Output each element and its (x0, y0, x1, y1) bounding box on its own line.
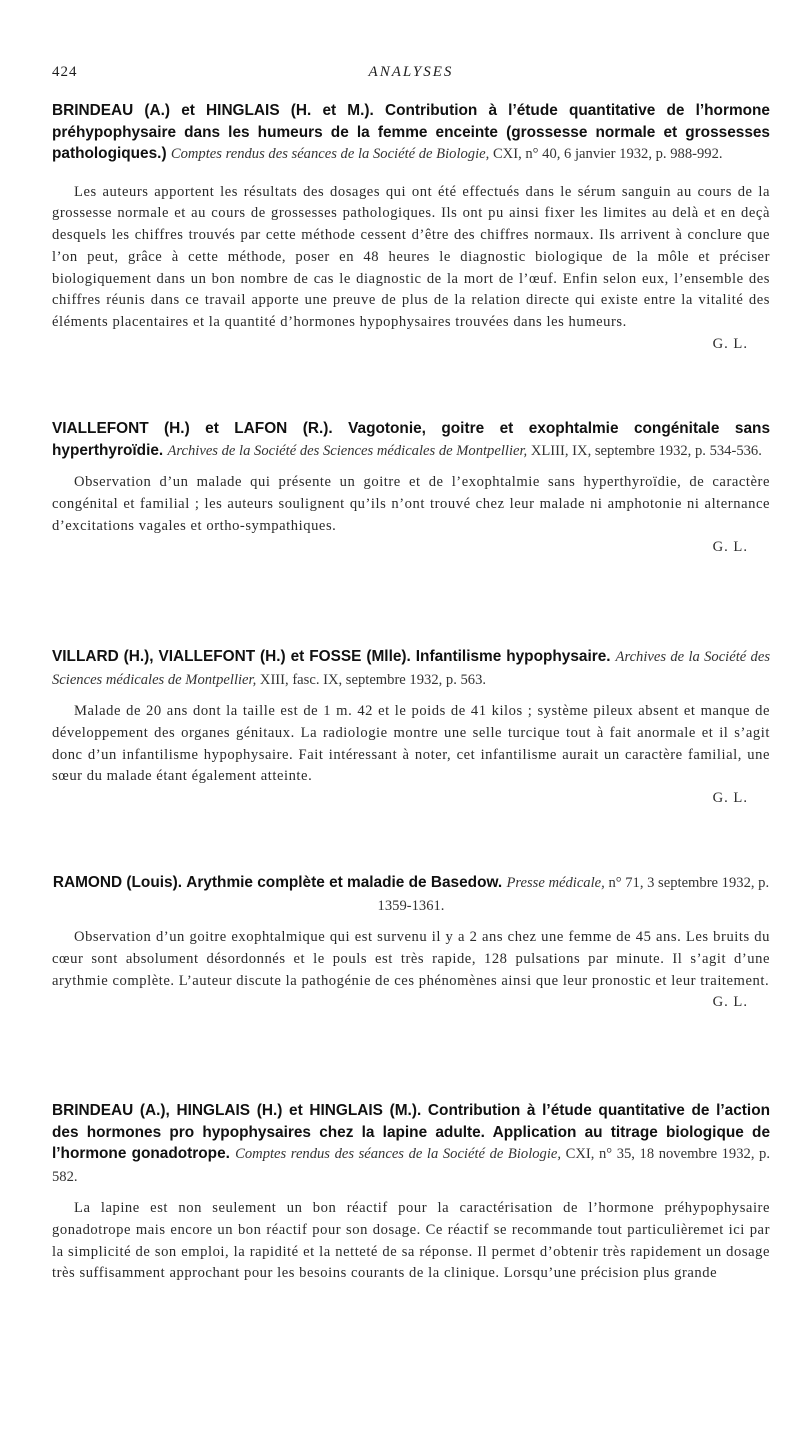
entry-citation (171, 146, 723, 162)
abstract-entry (52, 1100, 770, 1285)
abstract-entry (52, 418, 770, 559)
entry-authors: RAMOND (Louis). (52, 874, 182, 891)
abstract-entry (52, 872, 770, 1014)
abstract-entry (52, 100, 770, 356)
entry-heading (52, 1100, 770, 1188)
entry-authors: BRINDEAU (A.), HINGLAIS (H.) et HINGLAIS (M.). (52, 1102, 422, 1119)
entry-heading (52, 872, 770, 917)
entry-title: Infantilisme hypophysaire. (415, 648, 611, 665)
entry-citation (167, 443, 761, 459)
running-head (52, 64, 770, 84)
entry-heading (52, 646, 770, 691)
entry-heading (52, 418, 770, 462)
entry-reference: XLIII, IX, septembre 1932, p. 534-536. (530, 442, 762, 459)
entry-authors: VILLARD (H.), VIALLEFONT (H.) et FOSSE (Mlle). (52, 648, 411, 665)
entry-body: La lapine est non seulement un bon réactif pour la caractérisation de l’hormone préhypophysaire gonadotrope mais encore un bon réactif pour son dosage. Ce réactif se recommande tout particulièremet ici par la simplicité de son emploi, la rapidité et la netteté de sa réponse. Il permet d’obtenir très rapidement un dosage très suffisamment approchant pour les besoins courants de la clinique. Lorsqu’une précision plus grande (52, 1200, 770, 1282)
entry-journal: Archives de la Société des Sciences médicales de Montpellier, (167, 442, 528, 459)
entry-signature: G. L. (712, 539, 748, 556)
entry-reference: CXI, n° 35, 18 novembre 1932, p. 582. (52, 1146, 770, 1185)
section-title: ANALYSES (368, 64, 454, 80)
document-page (52, 0, 770, 1440)
print-mark (52, 166, 770, 178)
entry-body: Les auteurs apportent les résultats des dosages qui ont été effectués dans le sérum sanguin au cours de la grossesse normale et au cours de grossesses pathologiques. Ils ont pu ainsi fixer les limites au delà et en deçà desquels les chiffres trouvés par cette méthode cessent d’être des chiffres normaux. Ils arrivent à conclure que l’on peut, grâce à cette méthode, poser en 48 heures le diagnostic biologique de la môle et préciser biologiquement dans un bon nombre de cas le diagnostic de la mort de l’œuf. Enfin selon eux, l’ensemble des chiffres réunis dans ce travail apporte une preuve de plus de la relation directe qui existe entre la vitalité des éléments placentaires et la quantité d’hormones hypophysaires trouvées dans les humeurs. (52, 183, 770, 331)
entry-signature: G. L. (712, 790, 748, 807)
page-number: 424 (52, 64, 78, 80)
entry-reference: CXI, n° 40, 6 janvier 1932, p. 988-992. (492, 146, 723, 162)
entry-heading (52, 100, 770, 166)
abstract-entry (52, 646, 770, 810)
entry-body: Observation d’un goitre exophtalmique qui est survenu il y a 2 ans chez une femme de 45 ans. Les bruits du cœur sont absolument désordonnés et le pouls est très rapide, 128 pulsations par minute. Il s’agit d’une arythmie complète. L’auteur discute la pathogénie de ces phénomènes ainsi que leur pronostic et leur traitement. (52, 929, 770, 989)
entry-authors: BRINDEAU (A.) et HINGLAIS (H. et M.). (52, 102, 374, 119)
entry-title: Contribution à l’étude quantitative de l’action des hormones pro hypophysaires chez la lapine adulte. Application au titrage biologique de l’hormone gonadotrope. (52, 1102, 770, 1162)
entry-title: Contribution à l’étude quantitative de l’hormone préhypophysaire dans les humeurs de la femme enceinte (grossesse normale et grossesses pathologiques.) (52, 102, 770, 162)
entry-reference: n° 71, 3 septembre 1932, p. 1359-1361. (377, 875, 770, 914)
entry-title: Arythmie complète et maladie de Basedow. (186, 874, 503, 891)
entry-journal: Comptes rendus des séances de la Société de Biologie, (170, 146, 490, 162)
entry-title: Vagotonie, goitre et exophtalmie congénitale sans hyperthyroïdie. (52, 420, 770, 459)
entry-authors: VIALLEFONT (H.) et LAFON (R.). (52, 420, 333, 437)
entry-journal: Archives de la Société des Sciences médicales de Montpellier, (52, 649, 771, 688)
entry-body: Malade de 20 ans dont la taille est de 1 m. 42 et le poids de 41 kilos ; système pileux absent et manque de développement des organes génitaux. La radiologie montre une selle turcique tout à fait anormale et il s’agit donc d’un infantilisme hypophysaire. Fait intéressant à noter, cet infantilisme aurait un caractère familial, une sœur du malade étant également atteinte. (52, 703, 770, 785)
entry-reference: XIII, fasc. IX, septembre 1932, p. 563. (259, 671, 487, 688)
entry-journal: Presse médicale, (506, 875, 605, 891)
entry-journal: Comptes rendus des séances de la Société de Biologie, (235, 1146, 562, 1162)
entry-body: Observation d’un malade qui présente un goitre et de l’exophtalmie sans hyperthyroïdie, de caractère congénital et familial ; les auteurs soulignent qu’ils n’ont trouvé chez leur malade ni amphotonie ni alternance d’excitations vagales et ortho-sympathiques. (52, 474, 770, 534)
entry-signature: G. L. (712, 336, 748, 353)
entry-signature: G. L. (712, 994, 748, 1011)
